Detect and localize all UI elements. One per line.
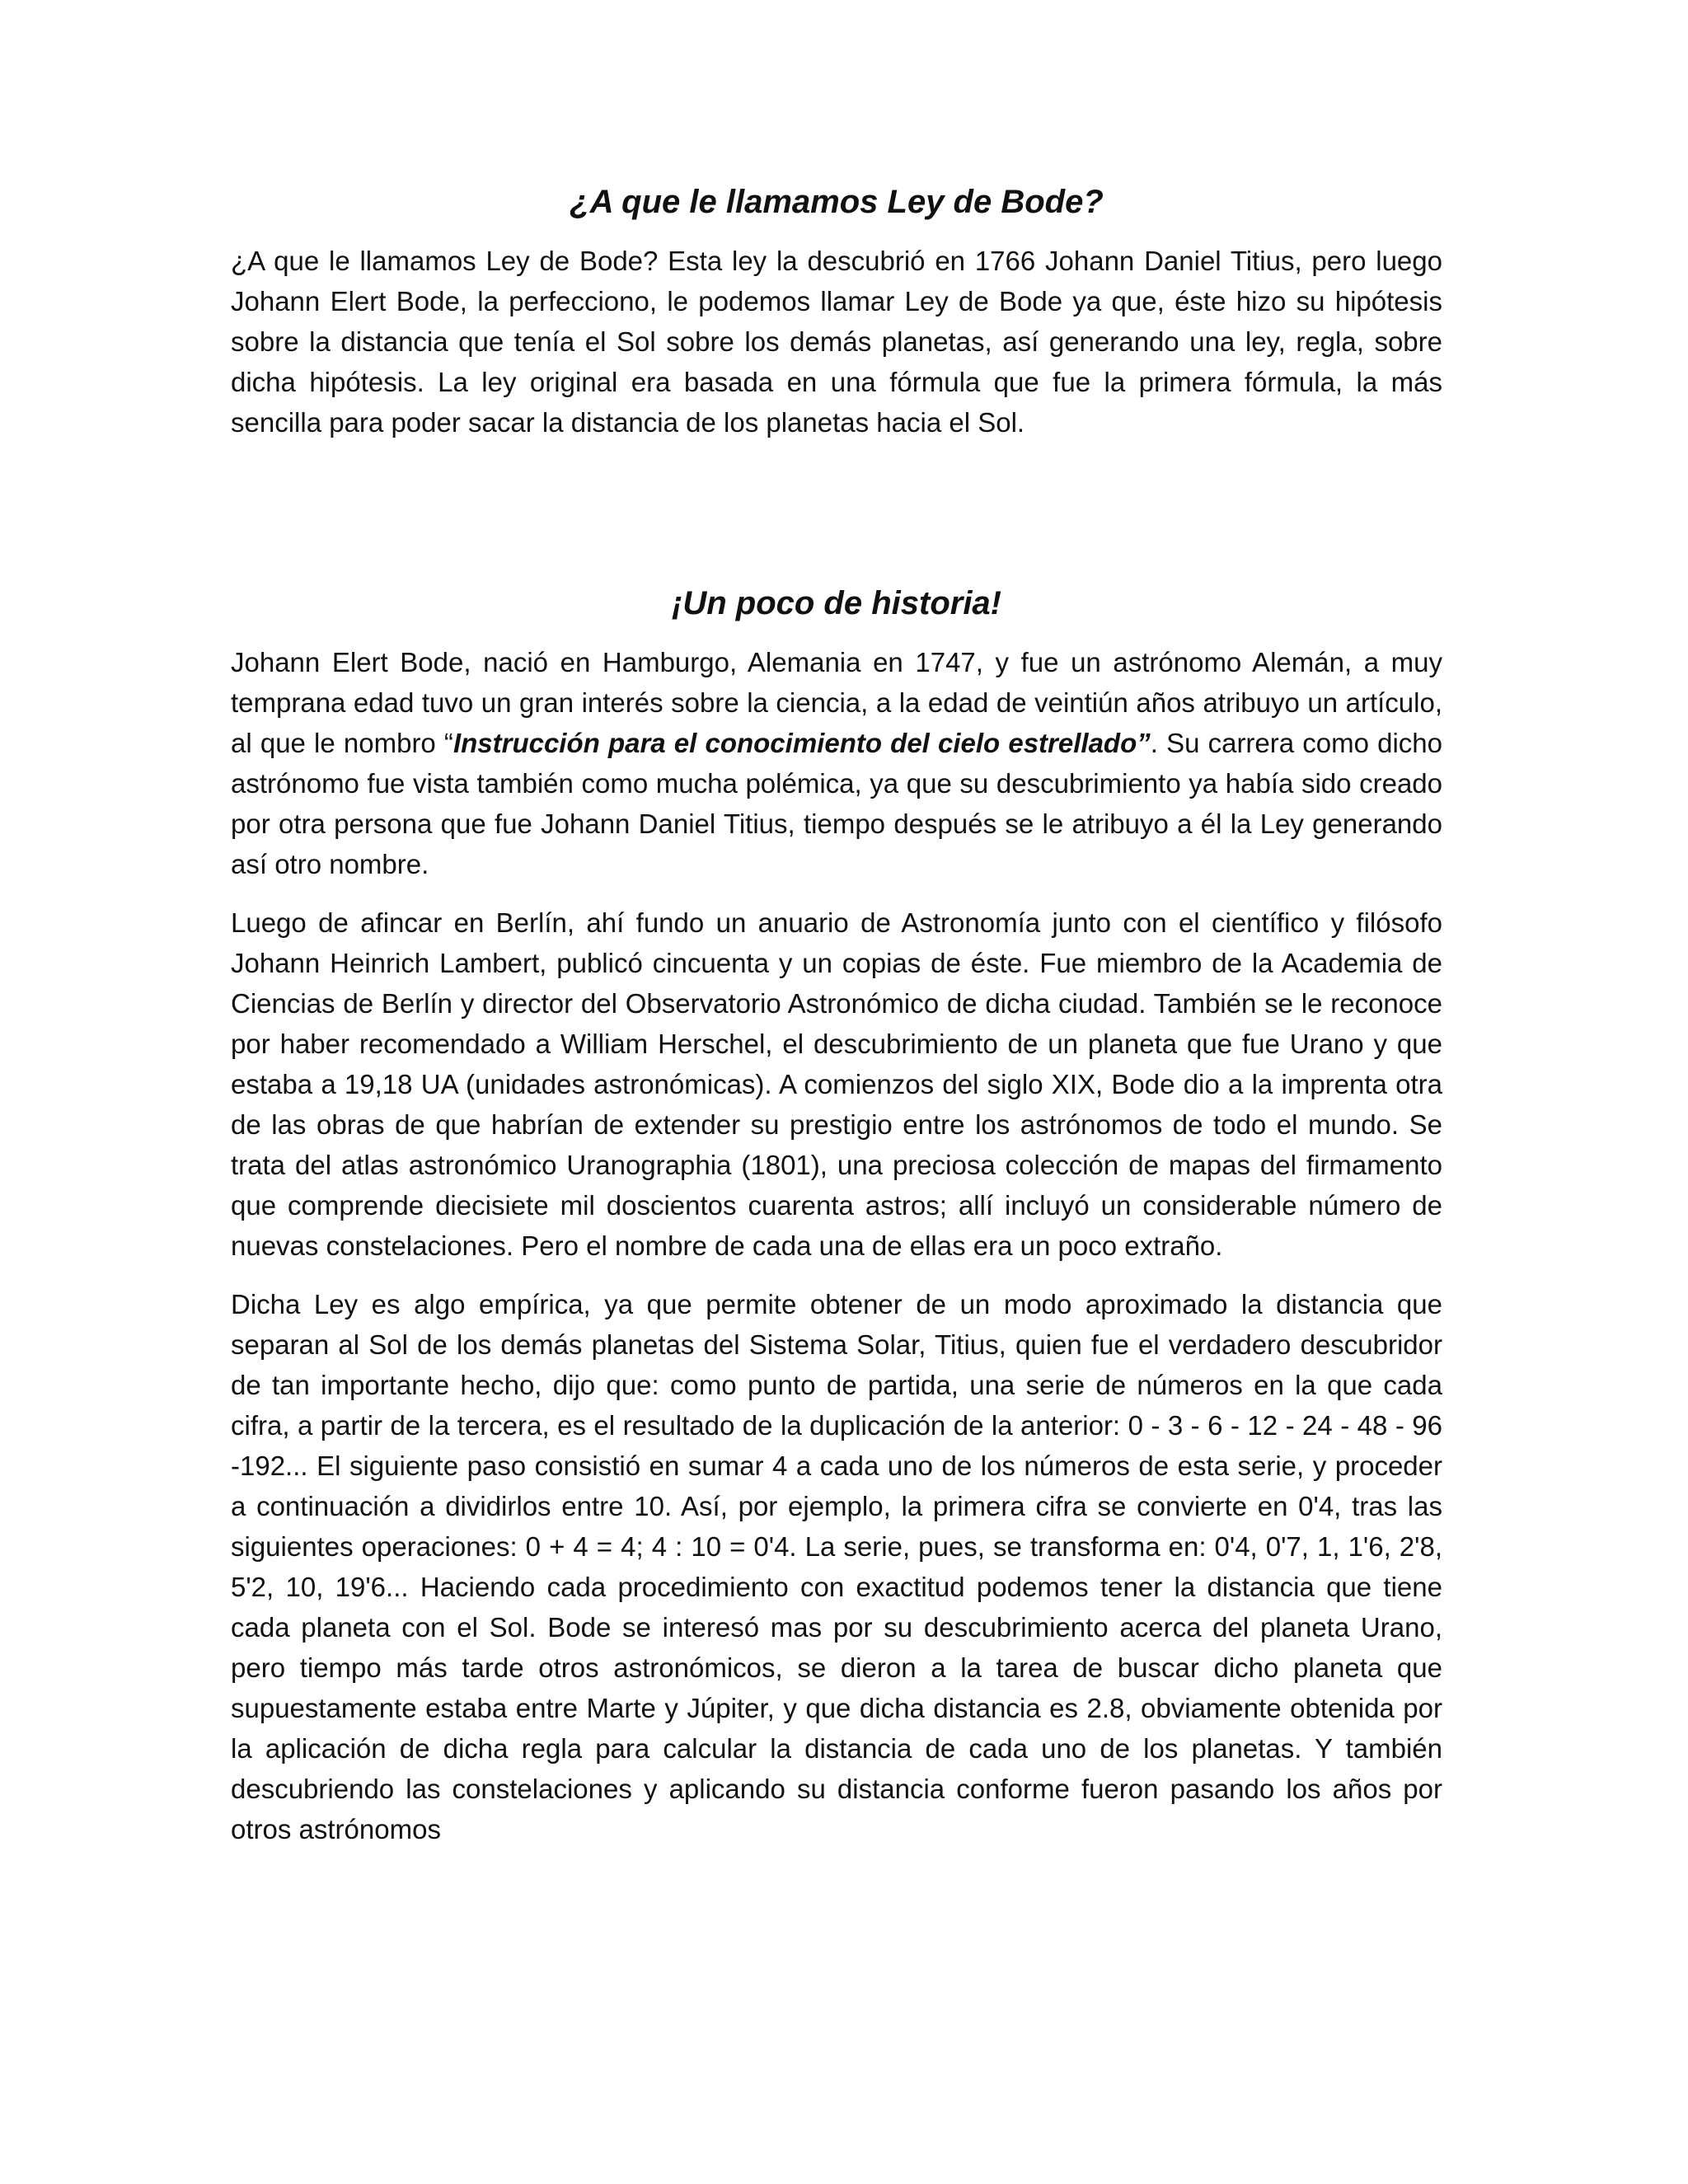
document-page — [231, 181, 1442, 1849]
paragraph-history-biography-end: . Su carrera como dicho astrónomo fue vista también como mucha polémica, ya que su descubrimiento ya había sido creado por otra persona que fue Johann Daniel Titius, tiempo después se le atribuyo a él la Ley generando así otro nombre. — [231, 728, 1443, 879]
book-title-emphasis: Instrucción para el conocimiento del cielo estrellado” — [452, 728, 1151, 758]
section-heading-history: ¡Un poco de historia! — [672, 585, 1001, 621]
section-heading-bode-law: ¿A que le llamamos Ley de Bode? — [570, 184, 1104, 220]
paragraph-bode-law-intro: ¿A que le llamamos Ley de Bode? Esta ley la descubrió en 1766 Johann Daniel Titius, pero luego Johann Elert Bode, la perfecciono, le podemos llamar Ley de Bode ya que, éste hizo su hipótesis sobre la distancia que tenía el Sol sobre los demás planetas, así generando una ley, regla, sobre dicha hipótesis. La ley original era basada en una fórmula que fue la primera fórmula, la más sencilla para poder sacar la distancia de los planetas hacia el Sol. — [231, 246, 1442, 438]
section-spacer — [231, 443, 1442, 583]
paragraph-history-biography-start: Johann Elert Bode, nació en Hamburgo, Alemania en 1747, y fue un astrónomo Alemán, a muy temprana edad tuvo un gran interés sobre la ciencia, a la edad de veintiún años atribuyo un artículo, al que le nombro “ — [231, 647, 1442, 758]
paragraph-history-biography — [231, 642, 1442, 884]
paragraph-history-law-explanation: Dicha Ley es algo empírica, ya que permite obtener de un modo aproximado la distancia que separan al Sol de los demás planetas del Sistema Solar, Titius, quien fue el verdadero descubridor de tan importante hecho, dijo que: como punto de partida, una serie de números en la que cada cifra, a partir de la tercera, es el resultado de la duplicación de la anterior: 0 - 3 - 6 - 12 - 24 - 48 - 96 -192... El siguiente paso consistió en sumar 4 a cada uno de los números de esta serie, y proceder a continuación a dividirlos entre 10. Así, por ejemplo, la primera cifra se convierte en 0'4, tras las siguientes operaciones: 0 + 4 = 4; 4 : 10 = 0'4. La serie, pues, se transforma en: 0'4, 0'7, 1, 1'6, 2'8, 5'2, 10, 19'6... Haciendo cada procedimiento con exactitud podemos tener la distancia que tiene cada planeta con el Sol. Bode se interesó mas por su descubrimiento acerca del planeta Urano, pero tiempo más tarde otros astronómicos, se dieron a la tarea de buscar dicho planeta que supuestamente estaba entre Marte y Júpiter, y que dicha distancia es 2.8, obviamente obtenida por la aplicación de dicha regla para calcular la distancia de cada uno de los planetas. Y también descubriendo las constelaciones y aplicando su distancia conforme fueron pasando los años por otros astrónomos — [231, 1289, 1442, 1844]
paragraph-history-berlin: Luego de afincar en Berlín, ahí fundo un anuario de Astronomía junto con el científico y filósofo Johann Heinrich Lambert, publicó cincuenta y un copias de éste. Fue miembro de la Academia de Ciencias de Berlín y director del Observatorio Astronómico de dicha ciudad. También se le reconoce por haber recomendado a William Herschel, el descubrimiento de un planeta que fue Urano y que estaba a 19,18 UA (unidades astronómicas). A comienzos del siglo XIX, Bode dio a la imprenta otra de las obras de que habrían de extender su prestigio entre los astrónomos de todo el mundo. Se trata del atlas astronómico Uranographia (1801), una preciosa colección de mapas del firmamento que comprende diecisiete mil doscientos cuarenta astros; allí incluyó un considerable número de nuevas constelaciones. Pero el nombre de cada una de ellas era un poco extraño. — [231, 907, 1442, 1261]
